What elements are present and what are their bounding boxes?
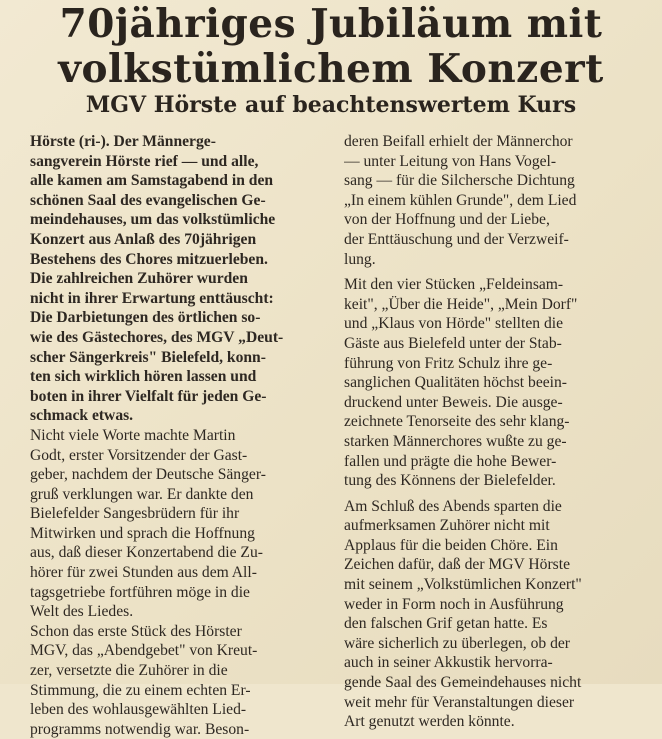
right-column-line: weder in Form noch in Ausführung [344, 595, 564, 613]
right-column-line: deren Beifall erhielt der Männerchor [344, 133, 573, 150]
left-column-line: schönen Saal des evangelischen Ge- [30, 191, 266, 209]
left-column-line: leben des wohlausgewählten Lied- [30, 701, 247, 719]
left-column-line: Konzert aus Anlaß des 70jährigen [30, 230, 257, 248]
left-column-line: Welt des Liedes. [30, 603, 134, 621]
right-column-line: — unter Leitung von Hans Vogel- [344, 152, 557, 170]
left-column-line: tagsgetriebe fortführen möge in die [30, 583, 250, 601]
left-column-line: sangverein Hörste rief — und alle, [30, 152, 259, 170]
right-column-line: „In einem kühlen Grunde", dem Lied [344, 191, 577, 209]
right-column-line: Zeichen dafür, daß der MGV Hörste [344, 556, 570, 574]
left-column-line: Stimmung, die zu einem echten Er- [30, 681, 251, 699]
left-column-line: aus, daß dieser Konzertabend die Zu- [30, 544, 263, 562]
left-column-line: MGV, das „Abendgebet" von Kreut- [30, 642, 258, 660]
left-column-line: Mitwirken und sprach die Hoffnung [30, 524, 255, 542]
headline-line-1: 70jähriges Jubiläum mit [59, 1, 603, 47]
right-column-line: gende Saal des Gemeindehauses nicht [344, 674, 582, 692]
left-column-line: Die zahlreichen Zuhörer wurden [30, 270, 248, 288]
right-column-line: auch in seiner Akkustik hervorra- [344, 654, 553, 672]
right-column-line: wäre sicherlich zu überlegen, ob der [344, 634, 571, 652]
headline-line-2: volkstümlichem Konzert [58, 46, 604, 92]
right-column-line: weit mehr für Veranstaltungen dieser [344, 693, 575, 711]
left-column-line: zer, versetzte die Zuhörer in die [30, 662, 228, 680]
right-column-line: sang — für die Silchersche Dichtung [344, 172, 575, 190]
left-column-line: programms notwendig war. Beson- [30, 720, 250, 738]
right-column-line: und „Klaus von Hörde" stellten die [344, 315, 563, 333]
left-column-line: hörer für zwei Stunden aus dem All- [30, 564, 257, 582]
article-column-right [344, 132, 662, 732]
right-column-line: tung des Könnens der Bielefelder. [344, 472, 556, 490]
right-column-line: fallen und prägte die hohe Bewer- [344, 452, 557, 470]
left-column-line: Schon das erste Stück des Hörster [30, 622, 242, 640]
right-column-line: der Enttäuschung und der Verzweif- [344, 230, 569, 248]
left-column-line: Hörste (ri-). Der Männerge- [30, 133, 216, 150]
left-column-line: wie des Gästechores, des MGV „Deut- [30, 328, 284, 346]
article-column-left [30, 132, 328, 739]
left-column-line: ten sich wirklich hören lassen und [30, 368, 257, 386]
right-column-line: lung. [344, 250, 376, 268]
right-column-line: aufmerksamen Zuhörer nicht mit [344, 517, 550, 535]
right-column-line: Applaus für die beiden Chöre. Ein [344, 536, 558, 554]
left-column-line: Godt, erster Vorsitzender der Gast- [30, 446, 248, 464]
right-column-line: starken Männerchores wußte zu ge- [344, 432, 567, 450]
left-column-line: Die Darbietungen des örtlichen so- [30, 309, 261, 327]
left-column-line: Nicht viele Worte machte Martin [30, 426, 236, 444]
right-column-line: den falschen Grif getan hatte. Es [344, 615, 548, 633]
left-column-line: schmack etwas. [30, 407, 134, 425]
right-column-line: führung von Fritz Schulz ihre ge- [344, 354, 553, 372]
subheadline: MGV Hörste auf beachtenswertem Kurs [85, 92, 577, 118]
right-column-line: von der Hoffnung und der Liebe, [344, 211, 550, 229]
left-column-line: Bielefelder Sangesbrüdern für ihr [30, 505, 240, 523]
left-column-line: nicht in ihrer Erwartung enttäuscht: [30, 289, 274, 307]
right-column-line: zeichnete Tenorseite des sehr klang- [344, 413, 570, 431]
right-column-line: Am Schluß des Abends sparten die [344, 497, 562, 515]
right-column-line: druckend unter Beweis. Die ausge- [344, 393, 563, 411]
left-column-line: alle kamen am Samstagabend in den [30, 172, 274, 190]
right-column-line: Art genutzt werden könnte. [344, 713, 515, 731]
right-column-line: sanglichen Qualitäten höchst beein- [344, 374, 568, 392]
right-column-line: mit seinem „Volkstümlichen Konzert" [344, 576, 582, 594]
left-column-line: scher Sängerkreis" Bielefeld, konn- [30, 348, 266, 366]
left-column-line: boten in ihrer Vielfalt für jeden Ge- [30, 387, 267, 405]
right-column-line: Mit den vier Stücken „Feldeinsam- [344, 276, 564, 294]
left-column-line: gruß verklungen war. Er dankte den [30, 485, 254, 503]
right-column-line: Gäste aus Bielefeld unter der Stab- [344, 334, 562, 352]
left-column-line: meindehauses, um das volkstümliche [30, 211, 276, 229]
left-column-line: Bestehens des Chores mitzuerleben. [30, 250, 268, 268]
right-column-line: keit", „Über die Heide", „Mein Dorf" [344, 295, 578, 313]
left-column-line: geber, nachdem der Deutsche Sänger- [30, 466, 266, 484]
